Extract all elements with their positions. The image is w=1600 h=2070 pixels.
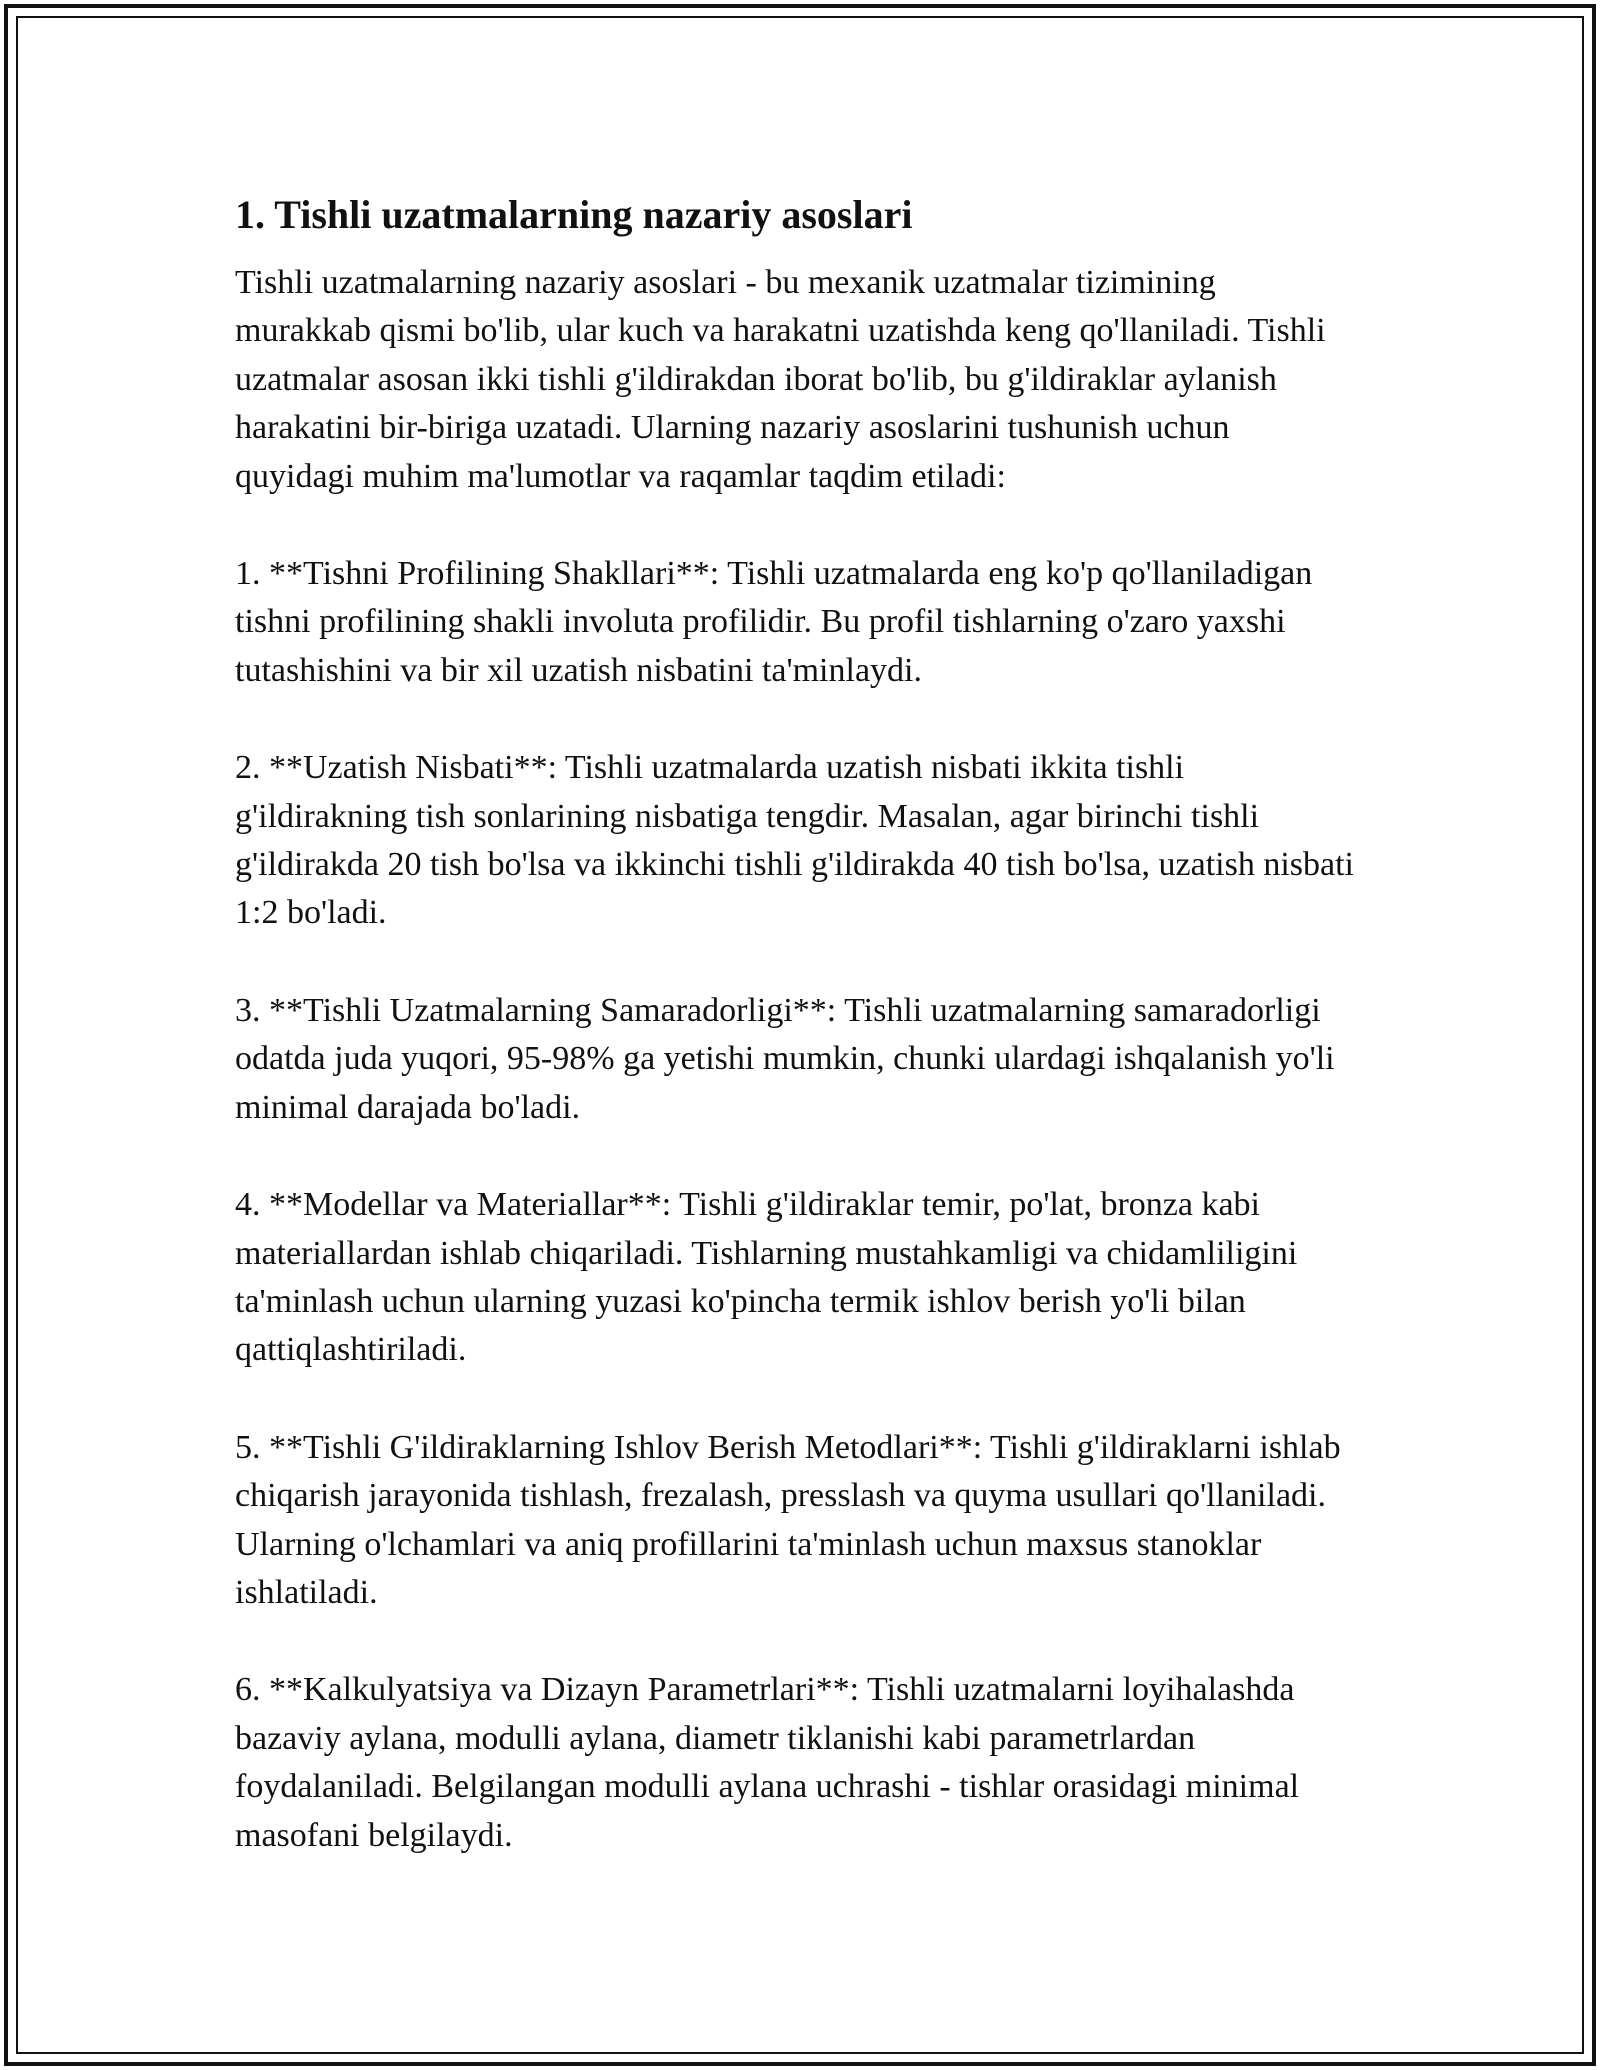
page-title: 1. Tishli uzatmalarning nazariy asoslari bbox=[235, 192, 913, 237]
list-item-5: 5. **Tishli G'ildiraklarning Ishlov Berish Metodlari**: Tishli g'ildiraklarni ishlab chiqarish jarayonida tishlash, frezalash, presslash va quyma usullari qo'llaniladi. Ularning o'lchamlari va aniq profillarini ta'minlash uchun maxsus stanoklar ishlatiladi. bbox=[235, 1428, 1341, 1611]
list-item-6: 6. **Kalkulyatsiya va Dizayn Parametrlari**: Tishli uzatmalarni loyihalashda bazaviy aylana, modulli aylana, diametr tiklanishi kabi parametrlardan foydalaniladi. Belgilangan modulli aylana uchrashi - tishlar orasidagi minimal masofani belgilaydi. bbox=[235, 1671, 1300, 1854]
list-item-3: 3. **Tishli Uzatmalarning Samaradorligi**: Tishli uzatmalarning samaradorligi odatda juda yuqori, 95-98% ga yetishi mumkin, chunki ulardagi ishqalanish yo'li minimal darajada bo'ladi. bbox=[235, 991, 1335, 1126]
intro-paragraph: Tishli uzatmalarning nazariy asoslari - bu mexanik uzatmalar tizimining murakkab qismi bo'lib, ular kuch va harakatni uzatishda keng qo'llaniladi. Tishli uzatmalar asosan ikki tishli g'ildirakdan iborat bo'lib, bu g'ildiraklar aylanish harakatini bir-biriga uzatadi. Ularning nazariy asoslarini tushunish uchun quyidagi muhim ma'lumotlar va raqamlar taqdim etiladi: bbox=[235, 264, 1326, 495]
list-item-2: 2. **Uzatish Nisbati**: Tishli uzatmalarda uzatish nisbati ikkita tishli g'ildirakning tish sonlarining nisbatiga tengdir. Masalan, agar birinchi tishli g'ildirakda 20 tish bo'lsa va ikkinchi tishli g'ildirakda 40 tish bo'lsa, uzatish nisbati 1:2 bo'ladi. bbox=[235, 749, 1354, 932]
document-body bbox=[235, 183, 1355, 1860]
list-item-1: 1. **Tishni Profilining Shakllari**: Tishli uzatmalarda eng ko'p qo'llaniladigan tishni profilining shakli involuta profilidir. Bu profil tishlarning o'zaro yaxshi tutashishini va bir xil uzatish nisbatini ta'minlaydi. bbox=[235, 555, 1313, 689]
list-item-4: 4. **Modellar va Materiallar**: Tishli g'ildiraklar temir, po'lat, bronza kabi materiallardan ishlab chiqariladi. Tishlarning mustahkamligi va chidamliligini ta'minlash uchun ularning yuzasi ko'pincha termik ishlov berish yo'li bilan qattiqlashtiriladi. bbox=[235, 1186, 1298, 1369]
